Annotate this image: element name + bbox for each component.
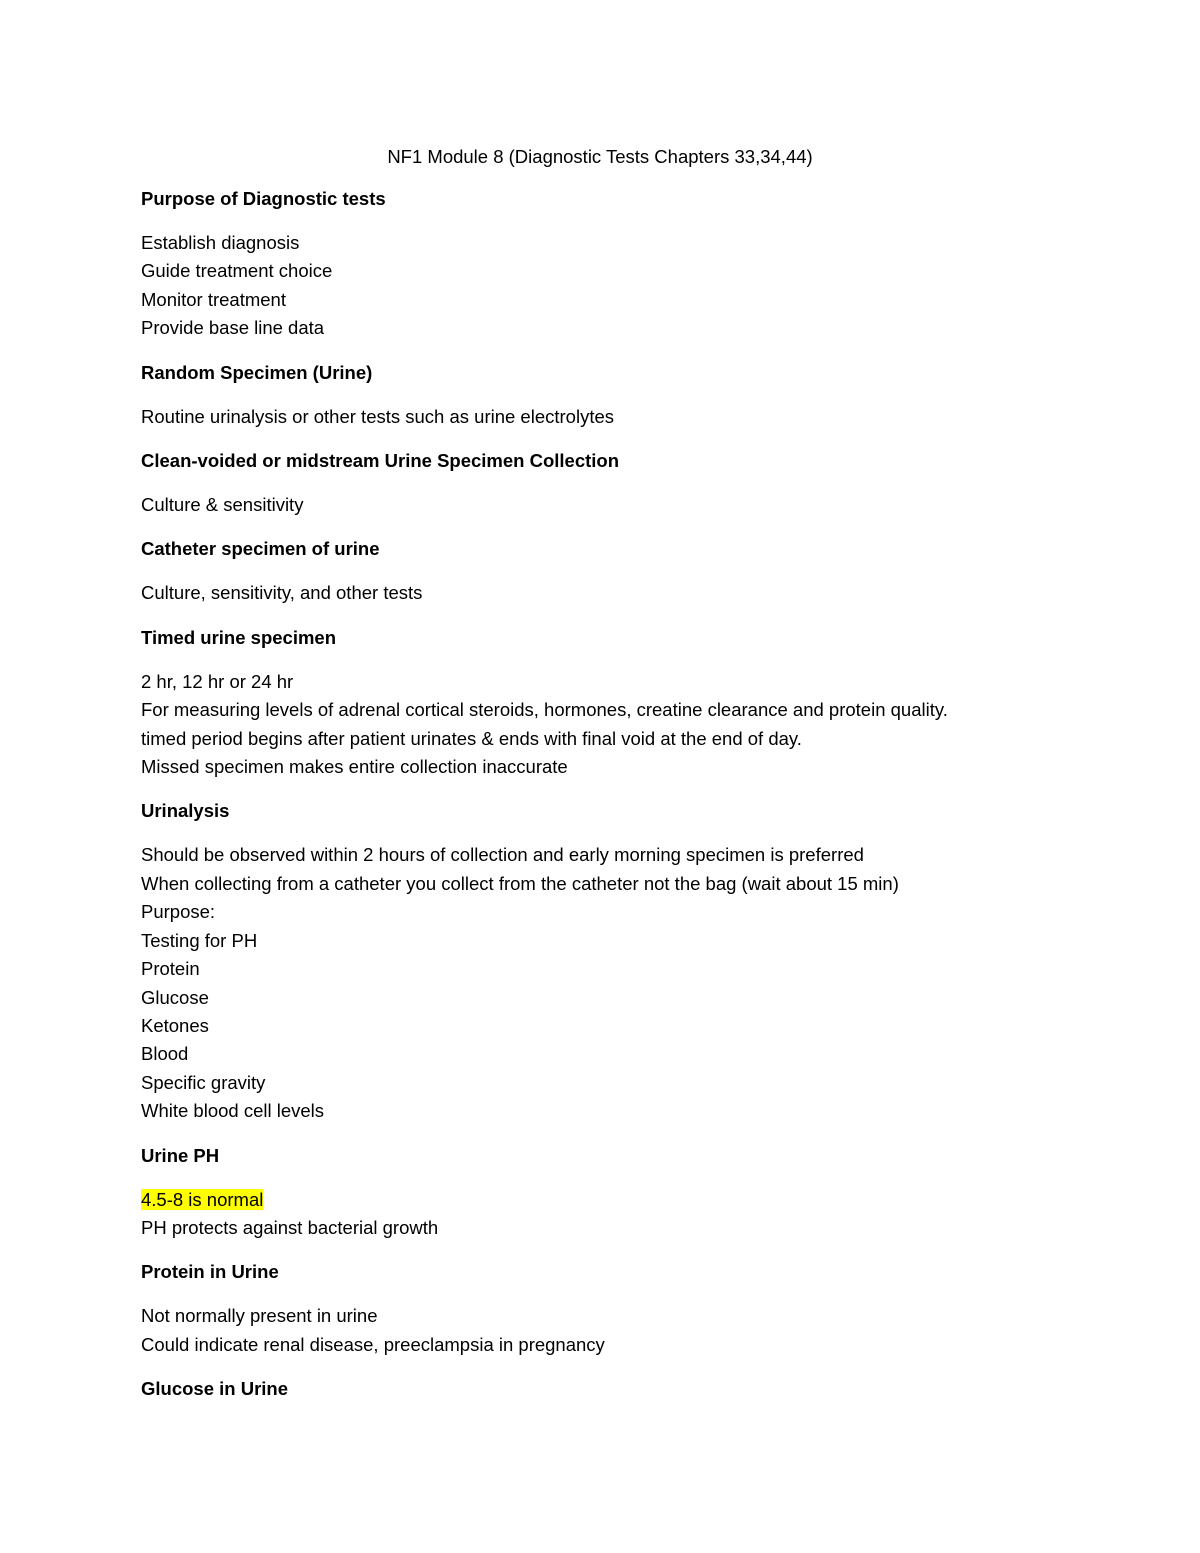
document-body xyxy=(141,185,1101,1419)
text-line: Provide base line data xyxy=(141,317,325,339)
text-line: Routine urinalysis or other tests such as urine electrolytes xyxy=(141,405,614,427)
section-body xyxy=(141,579,1101,607)
section-heading: Urine PH xyxy=(141,1144,220,1166)
text-line: PH protects against bacterial growth xyxy=(141,1216,439,1238)
section-body xyxy=(141,1186,1101,1243)
highlighted-text: 4.5-8 is normal xyxy=(141,1188,264,1210)
section-heading: Random Specimen (Urine) xyxy=(141,361,373,383)
section-body xyxy=(141,403,1101,431)
section-heading: Urinalysis xyxy=(141,800,230,822)
text-line: Testing for PH xyxy=(141,929,258,951)
section-body xyxy=(141,1302,1101,1359)
text-line: Establish diagnosis xyxy=(141,232,300,253)
text-line: White blood cell levels xyxy=(141,1100,325,1122)
section-heading: Protein in Urine xyxy=(141,1261,279,1283)
section-body xyxy=(141,491,1101,519)
text-line: Glucose xyxy=(141,986,209,1008)
section-heading: Glucose in Urine xyxy=(141,1378,289,1400)
section-heading: Purpose of Diagnostic tests xyxy=(141,188,386,209)
text-line: For measuring levels of adrenal cortical steroids, hormones, creatine clearance and protein quality. xyxy=(141,699,948,721)
text-line: Missed specimen makes entire collection inaccurate xyxy=(141,756,568,778)
highlighted-line xyxy=(141,1186,1101,1214)
text-line: Specific gravity xyxy=(141,1071,266,1093)
text-line: Could indicate renal disease, preeclampsia in pregnancy xyxy=(141,1333,605,1355)
text-line: timed period begins after patient urinates & ends with final void at the end of day. xyxy=(141,727,802,749)
text-line: Monitor treatment xyxy=(141,288,286,310)
document-title: NF1 Module 8 (Diagnostic Tests Chapters 33,34,44) xyxy=(387,146,813,167)
section-body xyxy=(141,841,1101,1125)
text-line: Culture, sensitivity, and other tests xyxy=(141,582,423,604)
text-line: Blood xyxy=(141,1043,189,1065)
text-line: 2 hr, 12 hr or 24 hr xyxy=(141,670,294,692)
text-line: Culture & sensitivity xyxy=(141,494,304,516)
text-line: Protein xyxy=(141,958,200,980)
section-heading: Timed urine specimen xyxy=(141,626,336,648)
text-line: Not normally present in urine xyxy=(141,1305,378,1327)
section-body xyxy=(141,668,1101,782)
text-line: Purpose: xyxy=(141,901,216,923)
text-line: Guide treatment choice xyxy=(141,260,333,282)
text-line: Ketones xyxy=(141,1014,209,1036)
section-body xyxy=(141,229,1101,343)
text-line: When collecting from a catheter you collect from the catheter not the bag (wait about 15 min) xyxy=(141,872,899,894)
section-heading: Clean-voided or midstream Urine Specimen Collection xyxy=(141,450,620,472)
section-heading: Catheter specimen of urine xyxy=(141,538,380,560)
text-line: Should be observed within 2 hours of collection and early morning specimen is preferred xyxy=(141,844,864,866)
